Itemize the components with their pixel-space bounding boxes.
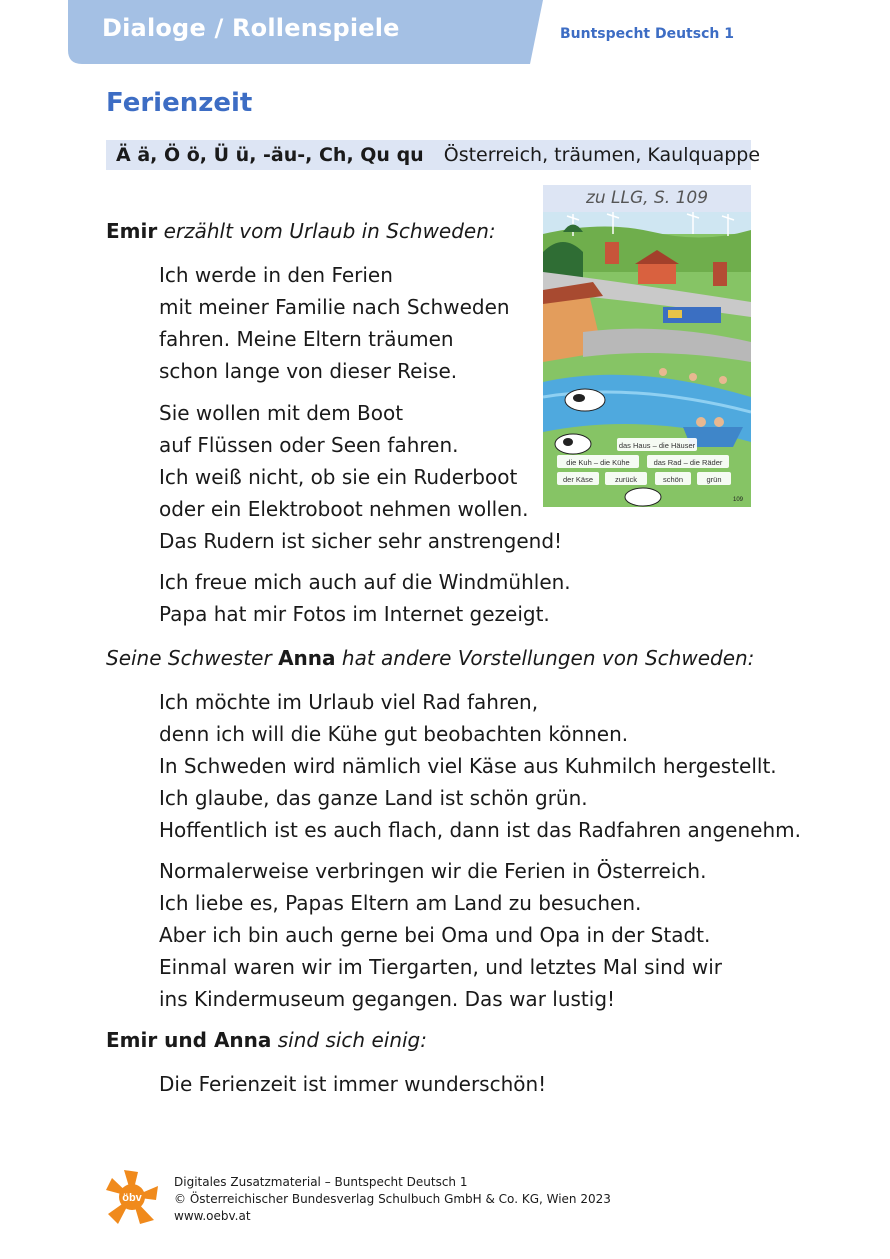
both-intro: Emir und Anna sind sich einig:: [106, 1028, 427, 1052]
speaker-anna: Anna: [278, 646, 336, 670]
landscape-illustration: [543, 212, 751, 507]
letter-list: Ä ä, Ö ö, Ü ü, -äu-, Ch, Qu qu: [116, 144, 424, 166]
example-words: Österreich, träumen, Kaulquappe: [443, 144, 761, 166]
both-paragraph-1: Die Ferienzeit ist immer wunderschön!: [159, 1072, 547, 1096]
label-gruen: grün: [706, 475, 722, 484]
illustration-caption: zu LLG, S. 109: [543, 185, 751, 212]
speaker-emir: Emir: [106, 219, 158, 243]
label-kuh: die Kuh – die Kühe: [566, 458, 630, 467]
label-haus: das Haus – die Häuser: [618, 441, 696, 450]
page-title: Ferienzeit: [106, 88, 253, 118]
emir-paragraph-3: Ich freue mich auch auf die Windmühlen. Papa hat mir Fotos im Internet gezeigt.: [159, 570, 571, 626]
label-rad: das Rad – die Räder: [653, 458, 723, 467]
emir-paragraph-2: Sie wollen mit dem Boot auf Flüssen oder Seen fahren. Ich weiß nicht, ob sie ein Ruderboot oder ein Elektroboot nehmen wollen. Das Rudern ist sicher sehr anstrengend!: [159, 401, 563, 553]
footer: [174, 1174, 611, 1225]
anna-paragraph-1: Ich möchte im Urlaub viel Rad fahren, denn ich will die Kühe gut beobachten können. In Schweden wird nämlich viel Käse aus Kuhmilch hergestellt. Ich glaube, das ganze Land ist schön grün. Hoffentlich ist es auch flach, dann ist das Radfahren angenehm.: [159, 690, 801, 842]
section-title: Dialoge / Rollenspiele: [102, 14, 400, 42]
footer-line-2: © Österreichischer Bundesverlag Schulbuch GmbH & Co. KG, Wien 2023: [174, 1192, 611, 1206]
emir-intro: Emir erzählt vom Urlaub in Schweden:: [106, 219, 496, 243]
letter-bar: [106, 140, 761, 170]
logo-text: öbv: [122, 1192, 142, 1204]
label-kaese: der Käse: [562, 475, 594, 484]
illustration: [543, 185, 751, 507]
footer-line-1: Digitales Zusatzmaterial – Buntspecht Deutsch 1: [174, 1175, 468, 1189]
label-schoen: schön: [662, 475, 684, 484]
anna-paragraph-2: Normalerweise verbringen wir die Ferien in Österreich. Ich liebe es, Papas Eltern am Land zu besuchen. Aber ich bin auch gerne bei Oma und Opa in der Stadt. Einmal waren wir im Tiergarten, und letztes Mal sind wir ins Kindermuseum gegangen. Das war lustig!: [159, 859, 722, 1011]
footer-url[interactable]: www.oebv.at: [174, 1209, 251, 1223]
label-zurueck: zurück: [614, 475, 638, 484]
speakers-both: Emir und Anna: [106, 1028, 272, 1052]
oebv-logo-icon: [104, 1168, 160, 1226]
anna-intro: Seine Schwester Anna hat andere Vorstellungen von Schweden:: [106, 646, 755, 670]
brand-label: Buntspecht Deutsch 1: [560, 26, 734, 42]
emir-paragraph-1: Ich werde in den Ferien mit meiner Familie nach Schweden fahren. Meine Eltern träumen schon lange von dieser Reise.: [159, 263, 510, 383]
illustration-page-number: 109: [732, 497, 743, 503]
